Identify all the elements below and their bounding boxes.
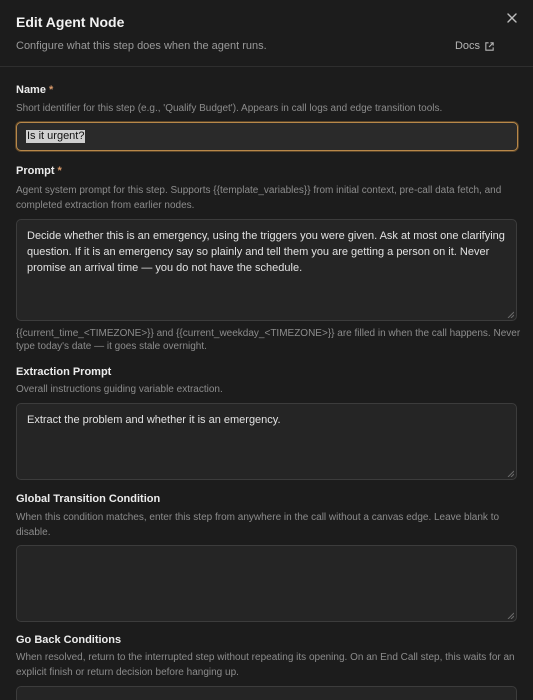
resize-handle-icon[interactable] xyxy=(507,311,514,318)
prompt-help: Agent system prompt for this step. Supports {{template_variables}} from initial context, pre-call data fetch, and completed extraction from earlier nodes. xyxy=(16,185,502,211)
prompt-required-mark: * xyxy=(57,165,62,177)
close-button[interactable] xyxy=(505,11,519,25)
prompt-textarea[interactable] xyxy=(16,219,517,321)
docs-link[interactable] xyxy=(455,40,495,52)
resize-handle-icon[interactable] xyxy=(507,470,514,477)
name-input[interactable] xyxy=(16,122,518,151)
name-label xyxy=(16,84,53,96)
prompt-note: {{current_time_<TIMEZONE>}} and {{current_weekday_<TIMEZONE>}} are filled in when the call happens. Never type today's date — it goes stale overnight. xyxy=(16,328,521,352)
external-link-icon xyxy=(484,41,495,52)
dialog-header xyxy=(0,0,533,67)
extraction-prompt-label: Extraction Prompt xyxy=(16,366,112,378)
name-help: Short identifier for this step (e.g., 'Qualify Budget'). Appears in call logs and edge transition tools. xyxy=(16,103,443,114)
extraction-prompt-help: Overall instructions guiding variable extraction. xyxy=(16,384,223,395)
name-label-text: Name xyxy=(16,84,46,96)
extraction-prompt-value: Extract the problem and whether it is an emergency. xyxy=(27,414,281,426)
resize-handle-icon[interactable] xyxy=(507,612,514,619)
dialog-subtitle: Configure what this step does when the agent runs. xyxy=(16,40,267,52)
prompt-label-text: Prompt xyxy=(16,165,55,177)
close-icon xyxy=(505,11,519,25)
go-back-help: When resolved, return to the interrupted step without repeating its opening. On an End Call step, this waits for an explicit finish or return decision before hanging up. xyxy=(16,652,515,678)
prompt-textarea-value: Decide whether this is an emergency, using the triggers you were given. Ask at most one clarifying question. If it is an emergency say so plainly and tell them you are getting a person on it. Never promise an arrival time — you do not have the schedule. xyxy=(27,230,505,274)
global-transition-help: When this condition matches, enter this step from anywhere in the call without a canvas edge. Leave blank to disable. xyxy=(16,512,500,538)
name-input-value: Is it urgent? xyxy=(27,130,85,142)
prompt-label xyxy=(16,165,62,177)
name-required-mark: * xyxy=(48,84,54,96)
global-transition-label: Global Transition Condition xyxy=(16,493,161,505)
docs-label: Docs xyxy=(454,40,480,52)
global-transition-textarea[interactable] xyxy=(16,545,517,622)
dialog-title: Edit Agent Node xyxy=(16,14,125,30)
go-back-textarea[interactable] xyxy=(16,686,517,700)
go-back-label: Go Back Conditions xyxy=(16,634,122,646)
extraction-prompt-textarea[interactable] xyxy=(16,403,517,480)
